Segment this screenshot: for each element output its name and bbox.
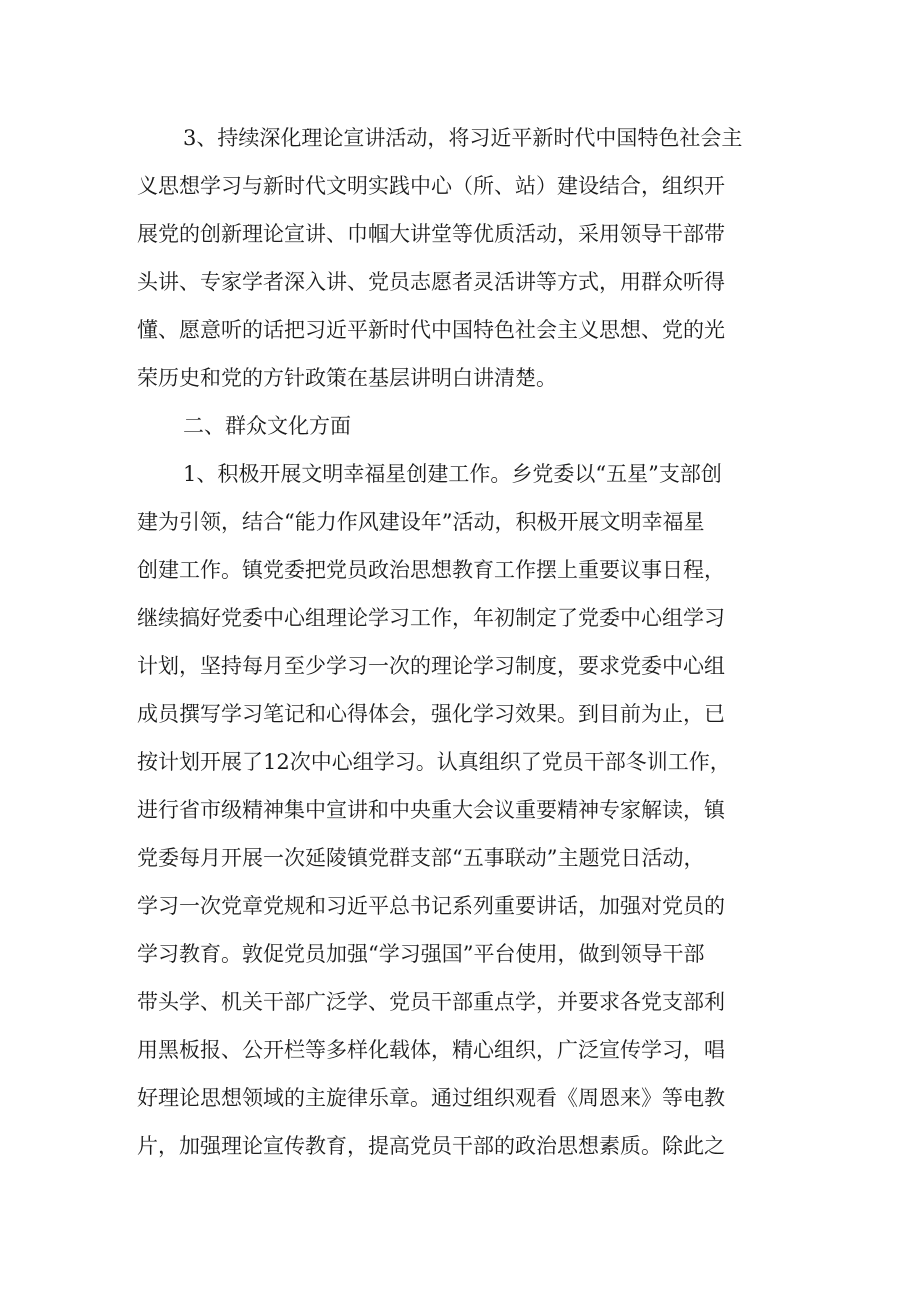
text-line: 1、积极开展文明幸福星创建工作。乡党委以“五星”支部创 <box>183 462 722 486</box>
text-line: 用黑板报、公开栏等多样化载体，精心组织，广泛宣传学习，唱 <box>137 1038 725 1062</box>
text-line: 懂、愿意听的话把习近平新时代中国特色社会主义思想、党的光 <box>137 318 725 342</box>
text-line: 党委每月开展一次延陵镇党群支部“五事联动”主题党日活动， <box>137 846 705 870</box>
text-line: 带头学、机关干部广泛学、党员干部重点学，并要求各党支部利 <box>137 990 725 1014</box>
text-line: 片，加强理论宣传教育，提高党员干部的政治思想素质。除此之 <box>137 1134 725 1158</box>
text-line: 学习一次党章党规和习近平总书记系列重要讲话，加强对党员的 <box>137 894 725 918</box>
text-line: 3、持续深化理论宣讲活动，将习近平新时代中国特色社会主 <box>183 126 743 150</box>
text-line: 按计划开展了12次中心组学习。认真组织了党员干部冬训工作， <box>137 750 731 774</box>
text-line: 成员撰写学习笔记和心得体会，强化学习效果。到目前为止，已 <box>137 702 725 726</box>
text-line: 学习教育。敦促党员加强“学习强国”平台使用，做到领导干部 <box>137 942 705 966</box>
text-line: 进行省市级精神集中宣讲和中央重大会议重要精神专家解读，镇 <box>137 798 725 822</box>
text-line: 义思想学习与新时代文明实践中心（所、站）建设结合，组织开 <box>137 174 725 198</box>
text-line: 建为引领，结合“能力作风建设年”活动，积极开展文明幸福星 <box>137 510 705 534</box>
text-line: 继续搞好党委中心组理论学习工作，年初制定了党委中心组学习 <box>137 606 725 630</box>
text-line: 计划，坚持每月至少学习一次的理论学习制度，要求党委中心组 <box>137 654 725 678</box>
text-line: 创建工作。镇党委把党员政治思想教育工作摆上重要议事日程， <box>137 558 725 582</box>
text-line: 好理论思想领域的主旋律乐章。通过组织观看《周恩来》等电教 <box>137 1086 725 1110</box>
section-heading: 二、群众文化方面 <box>183 414 351 438</box>
text-line: 展党的创新理论宣讲、巾帼大讲堂等优质活动，采用领导干部带 <box>137 222 725 246</box>
text-line: 荣历史和党的方针政策在基层讲明白讲清楚。 <box>137 366 557 390</box>
text-line: 头讲、专家学者深入讲、党员志愿者灵活讲等方式，用群众听得 <box>137 270 725 294</box>
